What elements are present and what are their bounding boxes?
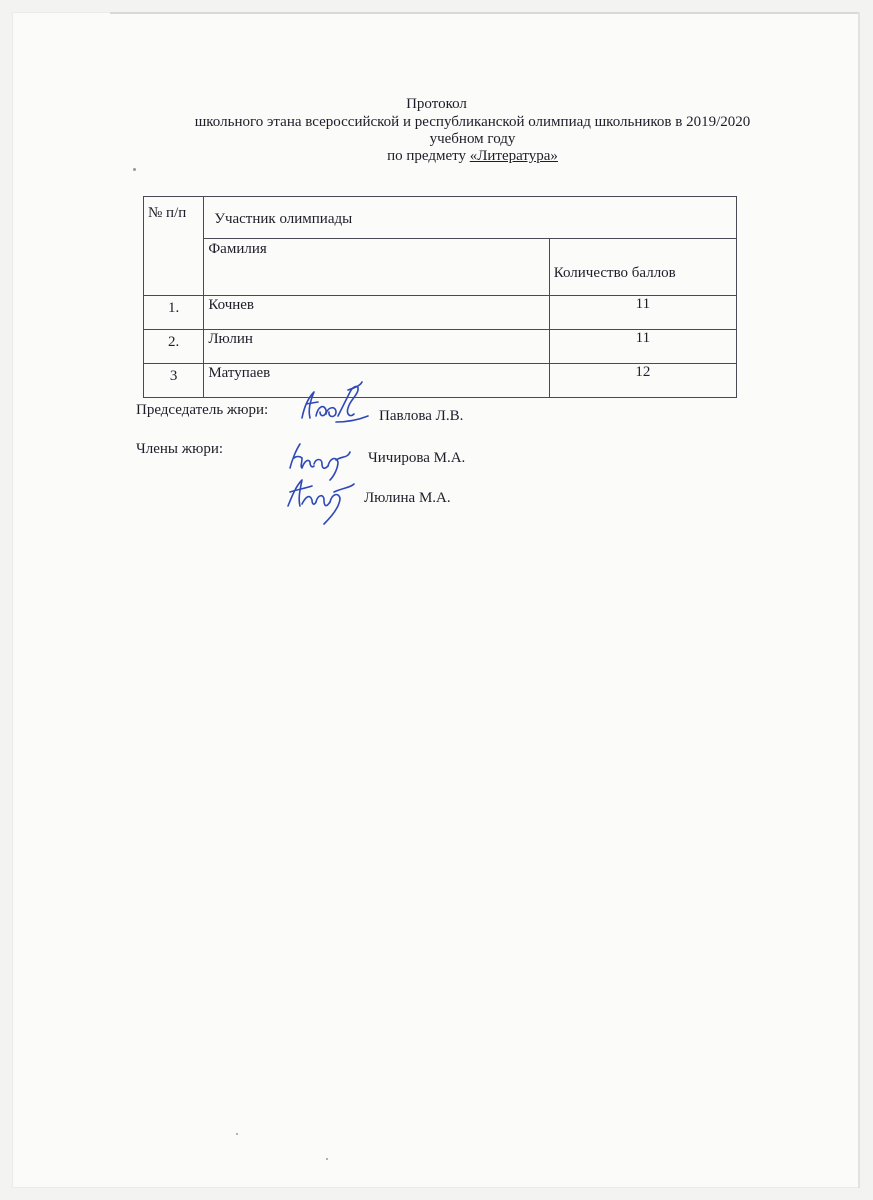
row-score: 11: [549, 296, 736, 330]
subject-name: «Литература»: [469, 148, 558, 164]
row-surname: Люлин: [204, 330, 549, 364]
row-score: 11: [549, 330, 736, 364]
subject-prefix: по предмету: [387, 148, 470, 164]
jury-chair-label: Председатель жюри:: [136, 402, 269, 418]
table-row: [144, 330, 737, 364]
document-subtitle: школьного этана всероссийской и республиканской олимпиад школьников в 2019/2020: [194, 114, 751, 130]
scan-edge-top: [110, 12, 860, 14]
results-table: [143, 196, 737, 398]
jury-member-name: Люлина М.А.: [364, 490, 451, 506]
document-title: Протокол: [406, 96, 467, 112]
document-subtitle-year: учебном году: [429, 131, 516, 147]
header-number: № п/п: [144, 197, 204, 296]
document-page: [12, 12, 860, 1188]
scan-edge-right: [858, 12, 860, 1188]
header-participant: Участник олимпиады: [204, 197, 737, 239]
header-surname: Фамилия: [204, 239, 549, 296]
table-header-row: [144, 197, 737, 239]
scan-speck: [133, 168, 136, 171]
chair-signature: [296, 378, 376, 428]
document-subject-line: [36, 148, 873, 165]
table-row: [144, 364, 737, 398]
jury-chair-name: Павлова Л.В.: [379, 408, 464, 424]
jury-member-name: Чичирова М.А.: [368, 450, 466, 466]
row-score: 12: [549, 364, 736, 398]
row-surname: Кочнев: [204, 296, 549, 330]
row-surname: Матупаев: [204, 364, 549, 398]
member-signature: [282, 472, 362, 528]
row-number: 2.: [144, 330, 204, 364]
header-score: Количество баллов: [549, 239, 736, 296]
table-subheader-row: [144, 239, 737, 296]
table-row: [144, 296, 737, 330]
scan-speck: [326, 1158, 328, 1160]
scan-speck: [236, 1133, 238, 1135]
row-number: 1.: [144, 296, 204, 330]
row-number: 3: [144, 364, 204, 398]
jury-members-label: Члены жюри:: [136, 441, 224, 457]
